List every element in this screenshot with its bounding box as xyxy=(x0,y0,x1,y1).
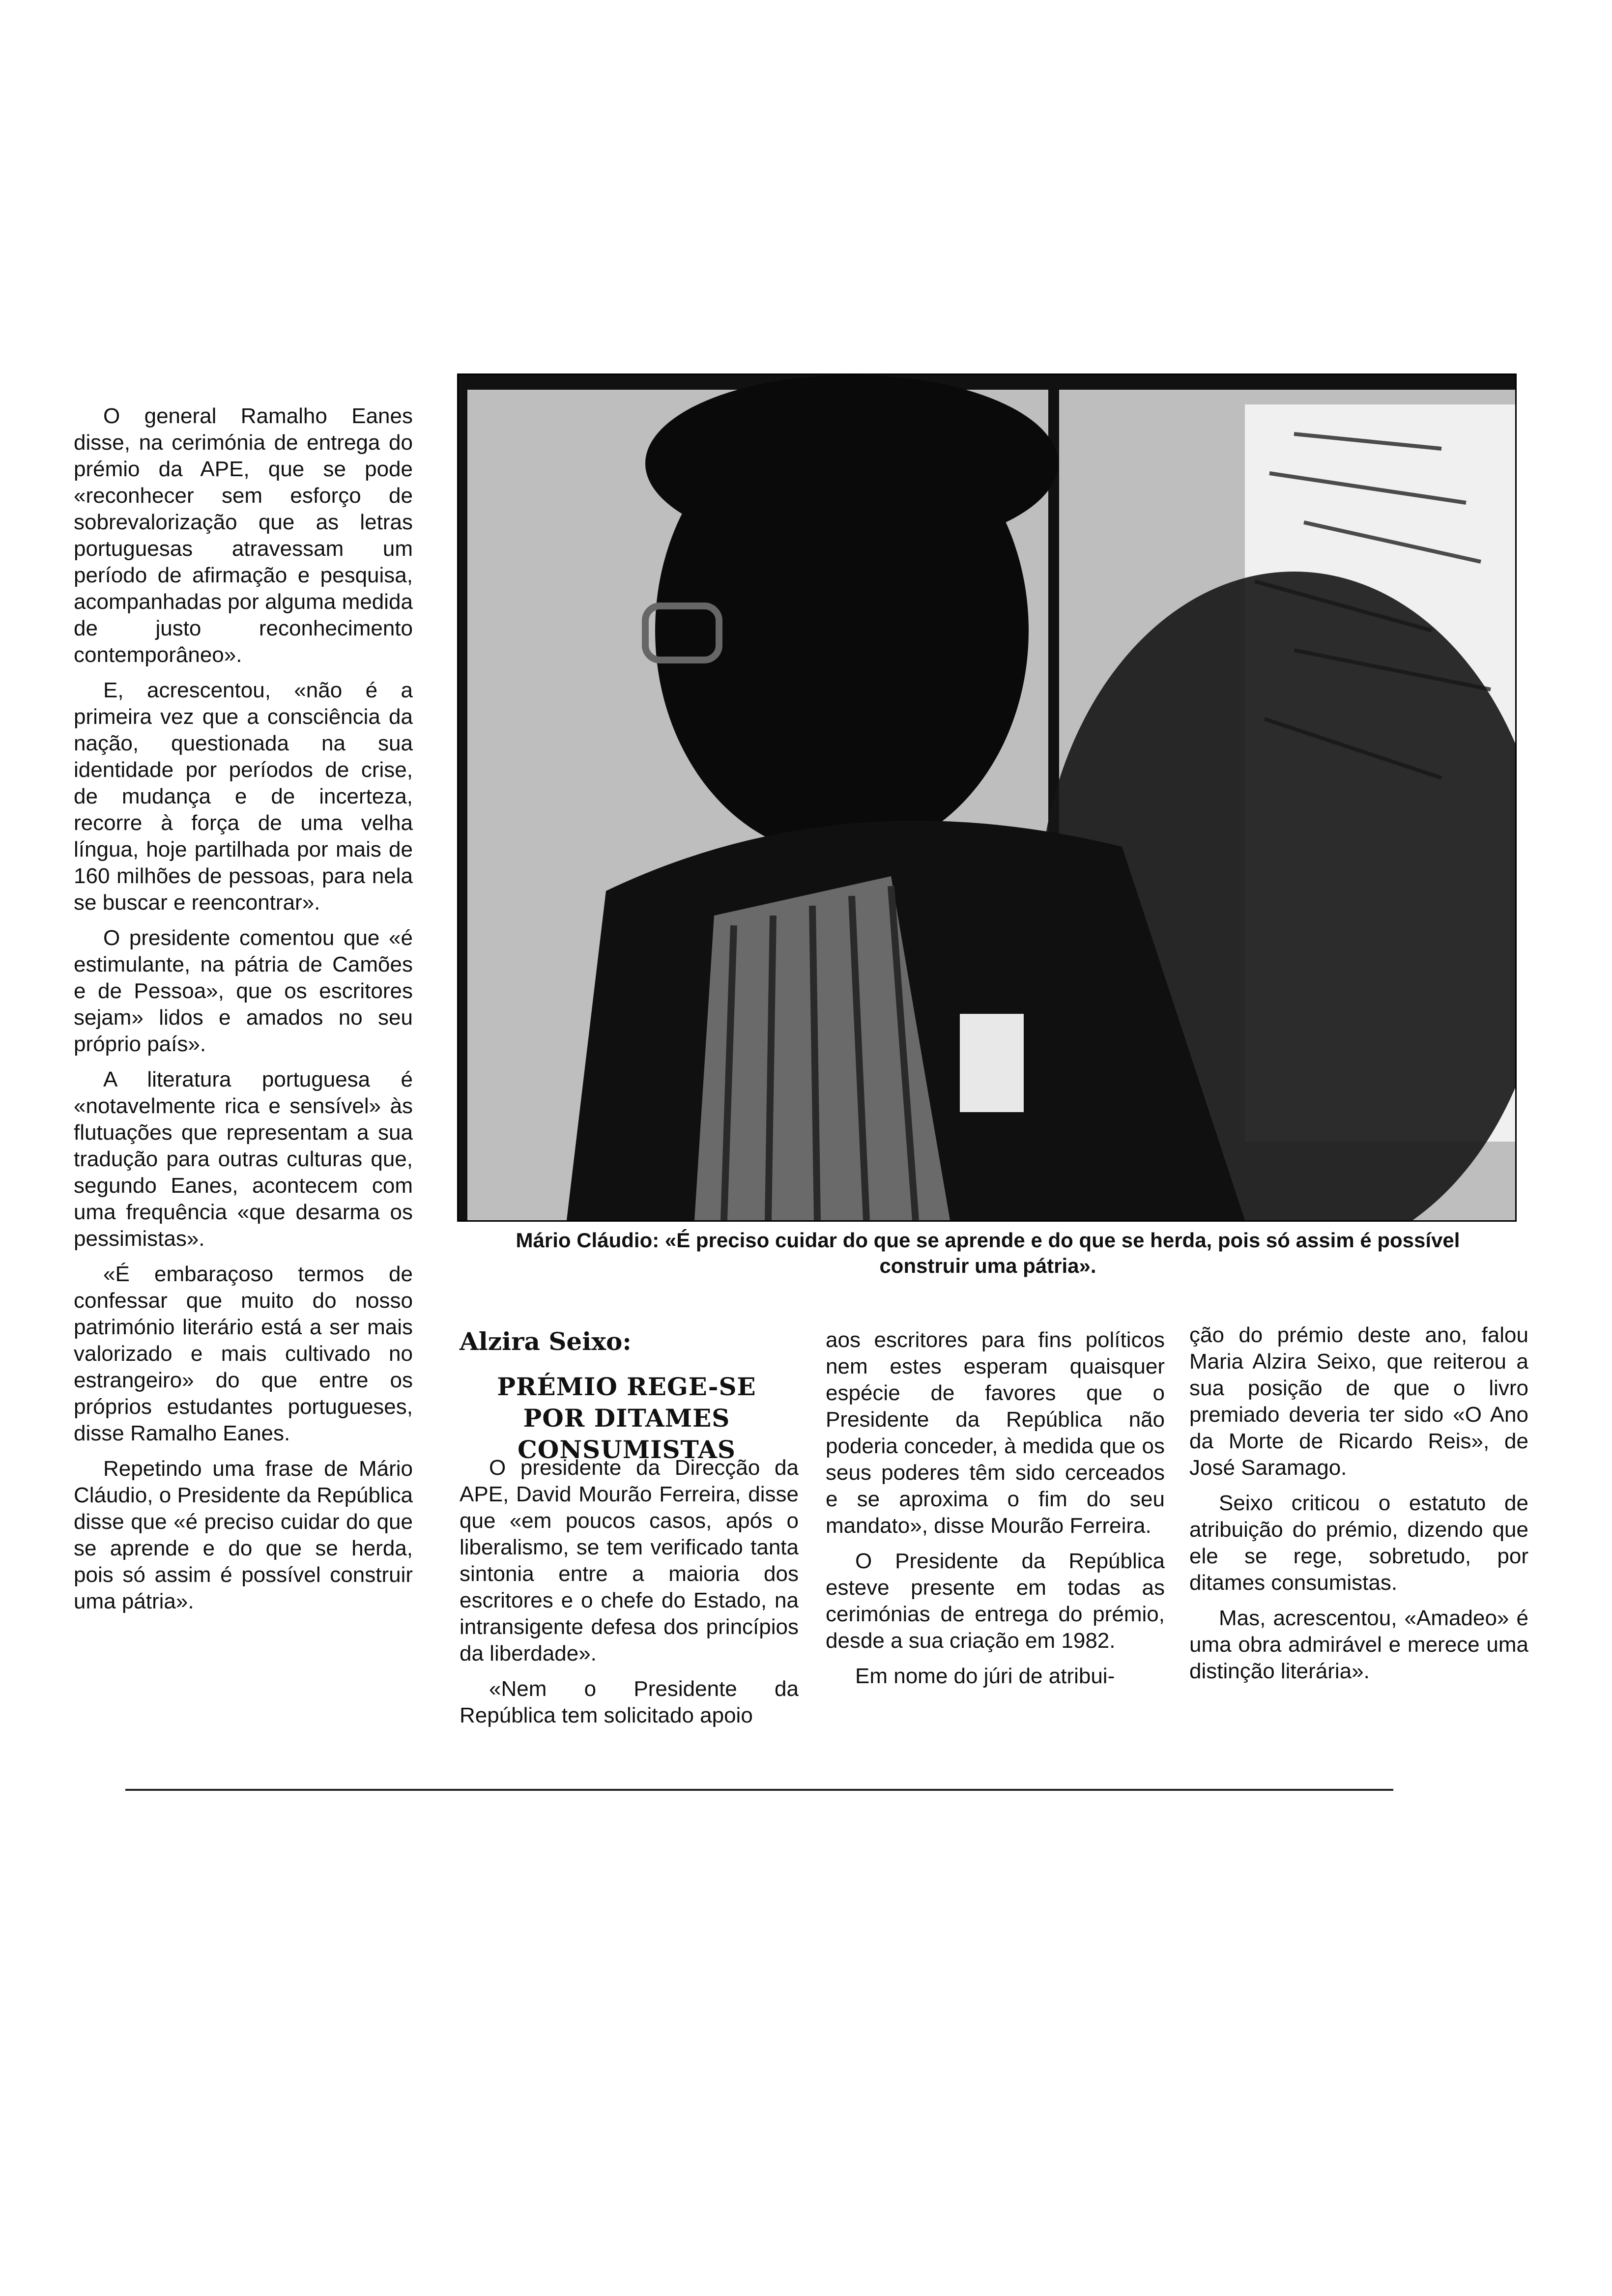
article-column-1 xyxy=(460,1455,799,1738)
paragraph: O presidente comentou que «é estimulante, na pátria de Camões e de Pessoa», que os escritores sejam» lidos e amados no seu próprio país». xyxy=(74,926,413,1056)
headline-line-1: PRÉMIO REGE-SE xyxy=(497,1372,756,1401)
paragraph: aos escritores para fins políticos nem estes esperam quaisquer espécie de favores que o Presidente da República não poderia conceder, à medida que os seus poderes têm sido cerceados e se aproxima o fim do seu mandato», disse Mourão Ferreira. xyxy=(826,1328,1165,1538)
article-kicker: Alzira Seixo: xyxy=(460,1327,632,1356)
paragraph: A literatura portuguesa é «notavelmente rica e sensível» às flutuações que representam a sua tradução para outras culturas que, segundo Eanes, acontecem com uma frequência «que desarma os pessimistas». xyxy=(74,1067,413,1251)
paragraph: «Nem o Presidente da República tem solicitado apoio xyxy=(460,1677,799,1727)
paragraph: Repetindo uma frase de Mário Cláudio, o Presidente da República disse que «é preciso cuidar do que se aprende e do que se herda, pois só assim é possível construir uma pátria». xyxy=(74,1457,413,1613)
article-column-2 xyxy=(826,1327,1165,1698)
photo-caption: Mário Cláudio: «É preciso cuidar do que se aprende e do que se herda, pois só assim é possível construir uma pátria». xyxy=(516,1229,1460,1277)
left-column xyxy=(74,403,413,1624)
paragraph: O general Ramalho Eanes disse, na cerimónia de entrega do prémio da APE, que se pode «reconhecer sem esforço de sobrevalorização que as letras portuguesas atravessam um período de afirmação e pesquisa, acompanhadas por alguma medida de justo reconhecimento contemporâneo». xyxy=(74,404,413,667)
paragraph: E, acrescentou, «não é a primeira vez que a consciência da nação, questionada na sua identidade por períodos de crise, de mudança e de incerteza, recorre à força de uma velha língua, hoje partilhada por mais de 160 milhões de pessoas, para nela se buscar e reencontrar». xyxy=(74,678,413,915)
bottom-rule xyxy=(125,1789,1393,1791)
paragraph: Em nome do júri de atribui- xyxy=(855,1664,1115,1688)
paragraph: Mas, acrescentou, «Amadeo» é uma obra admirável e merece uma distinção literária». xyxy=(1189,1606,1528,1683)
paragraph: O Presidente da República esteve presente em todas as cerimónias de entrega do prémio, desde a sua criação em 1982. xyxy=(826,1549,1165,1653)
portrait-photo-image xyxy=(459,375,1515,1220)
article-headline xyxy=(460,1371,794,1465)
paragraph: «É embaraçoso termos de confessar que muito do nosso património literário está a ser mais valorizado e mais cultivado no estrangeiro» do que entre os próprios estudantes portugueses, disse Ramalho Eanes. xyxy=(74,1262,413,1445)
paragraph: O presidente da Direcção da APE, David Mourão Ferreira, disse que «em poucos casos, após o liberalismo, se tem verificado tanta sintonia entre a maioria dos escritores e o chefe do Estado, na intransigente defesa dos princípios da liberdade». xyxy=(460,1456,799,1665)
headline-line-2: POR DITAMES CONSUMISTAS xyxy=(518,1404,736,1464)
portrait-photo xyxy=(457,373,1517,1222)
article-column-3 xyxy=(1189,1322,1528,1693)
paragraph: ção do prémio deste ano, falou Maria Alzira Seixo, que reiterou a sua posição de que o livro premiado deveria ter sido «O Ano da Morte de Ricardo Reis», de José Saramago. xyxy=(1189,1323,1528,1480)
paragraph: Seixo criticou o estatuto de atribuição do prémio, dizendo que ele se rege, sobretudo, por ditames consumistas. xyxy=(1189,1491,1528,1595)
